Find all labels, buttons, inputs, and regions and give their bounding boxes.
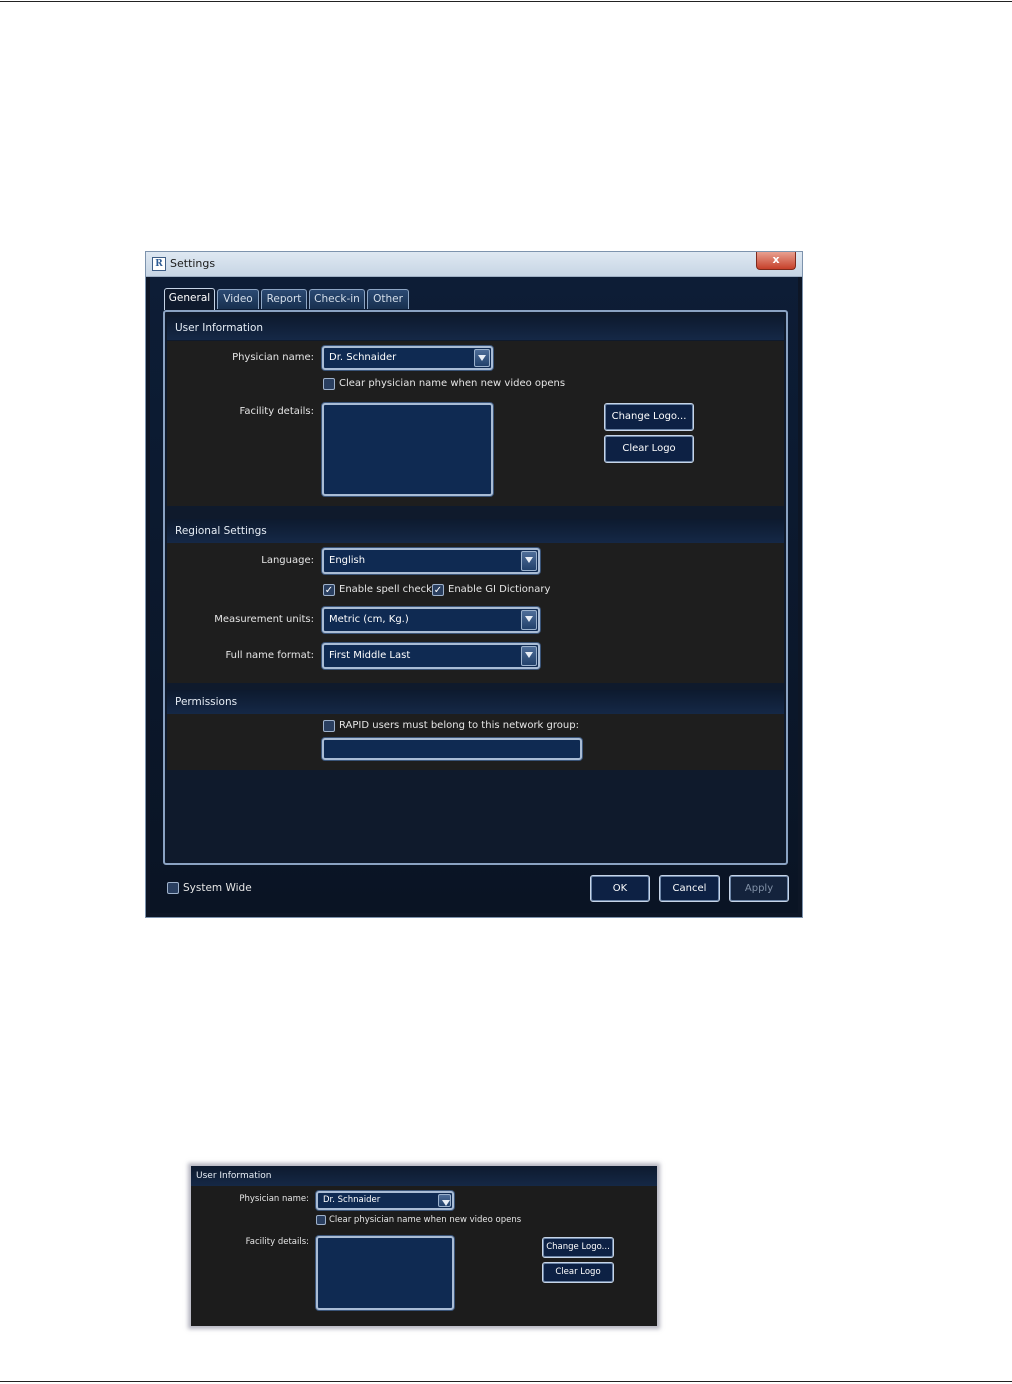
chevron-down-icon: [438, 1194, 451, 1207]
facility-details-label: Facility details:: [239, 406, 314, 417]
network-group-label: RAPID users must belong to this network group:: [339, 720, 579, 731]
app-logo-icon: R: [152, 257, 166, 271]
tab-general[interactable]: General: [164, 288, 215, 310]
measurement-units-value: Metric (cm, Kg.): [329, 614, 409, 625]
user-information-section: [167, 341, 784, 506]
tab-other[interactable]: Other: [367, 289, 409, 309]
language-value: English: [329, 555, 366, 566]
gi-dictionary-label: Enable GI Dictionary: [448, 584, 551, 595]
name-format-label: Full name format:: [225, 650, 314, 661]
user-information-heading: User Information: [167, 316, 784, 340]
page-top-rule: [0, 1, 1012, 2]
window-title: Settings: [170, 257, 216, 270]
clear-physician-checkbox[interactable]: [323, 378, 335, 390]
network-group-checkbox[interactable]: [323, 720, 335, 732]
chevron-down-icon[interactable]: [521, 551, 537, 571]
close-icon: x: [772, 253, 780, 266]
change-logo-button[interactable]: Change Logo...: [604, 403, 694, 431]
network-group-input[interactable]: [322, 738, 582, 760]
title-bar[interactable]: [146, 252, 802, 277]
physician-name-value: Dr. Schnaider: [329, 352, 397, 363]
physician-name-dropdown[interactable]: [322, 346, 493, 370]
detail-facility-details-textarea: [316, 1236, 454, 1310]
permissions-section: [167, 714, 784, 770]
name-format-value: First Middle Last: [329, 650, 411, 661]
detail-clear-logo-button: Clear Logo: [542, 1262, 614, 1283]
measurement-units-dropdown[interactable]: [322, 607, 540, 633]
system-wide-checkbox[interactable]: [167, 882, 179, 894]
cancel-button[interactable]: Cancel: [659, 875, 720, 902]
close-button[interactable]: [756, 252, 796, 270]
window-client-area: [150, 277, 798, 913]
detail-facility-details-label: Facility details:: [245, 1237, 309, 1247]
regional-settings-heading: Regional Settings: [167, 519, 784, 543]
chevron-down-icon[interactable]: [521, 646, 537, 666]
detail-change-logo-button: Change Logo...: [542, 1237, 614, 1258]
clear-logo-button[interactable]: Clear Logo: [604, 435, 694, 463]
ok-button[interactable]: OK: [590, 875, 650, 902]
detail-clear-physician-checkbox: [316, 1215, 326, 1225]
chevron-down-icon[interactable]: [474, 349, 490, 367]
settings-window: [145, 251, 803, 918]
chevron-down-icon[interactable]: [521, 610, 537, 630]
physician-name-label: Physician name:: [232, 352, 314, 363]
tab-check-in[interactable]: Check-in: [309, 289, 365, 309]
general-tab-panel: [163, 310, 788, 865]
gi-dictionary-checkbox[interactable]: ✓: [433, 585, 443, 596]
system-wide-label: System Wide: [183, 882, 252, 894]
detail-user-information-heading: User Information: [191, 1166, 657, 1186]
permissions-heading: Permissions: [167, 690, 784, 714]
detail-physician-name-label: Physician name:: [239, 1194, 309, 1204]
detail-clear-physician-label: Clear physician name when new video opens: [329, 1215, 522, 1225]
page-bottom-rule: [0, 1381, 1012, 1382]
detail-physician-name-value: Dr. Schnaider: [323, 1195, 381, 1205]
language-label: Language:: [261, 555, 314, 566]
detail-physician-name-dropdown: [316, 1191, 454, 1210]
tab-report[interactable]: Report: [261, 289, 307, 309]
tab-video[interactable]: Video: [217, 289, 259, 309]
regional-settings-section: [167, 543, 784, 683]
spell-check-label: Enable spell check: [339, 584, 432, 595]
language-dropdown[interactable]: [322, 548, 540, 574]
spell-check-checkbox[interactable]: ✓: [324, 585, 334, 596]
user-information-detail-image: [191, 1166, 657, 1326]
clear-physician-label: Clear physician name when new video opens: [339, 378, 566, 389]
facility-details-textarea[interactable]: [322, 403, 493, 496]
name-format-dropdown[interactable]: [322, 643, 540, 669]
apply-button[interactable]: Apply: [729, 875, 789, 902]
measurement-units-label: Measurement units:: [214, 614, 314, 625]
